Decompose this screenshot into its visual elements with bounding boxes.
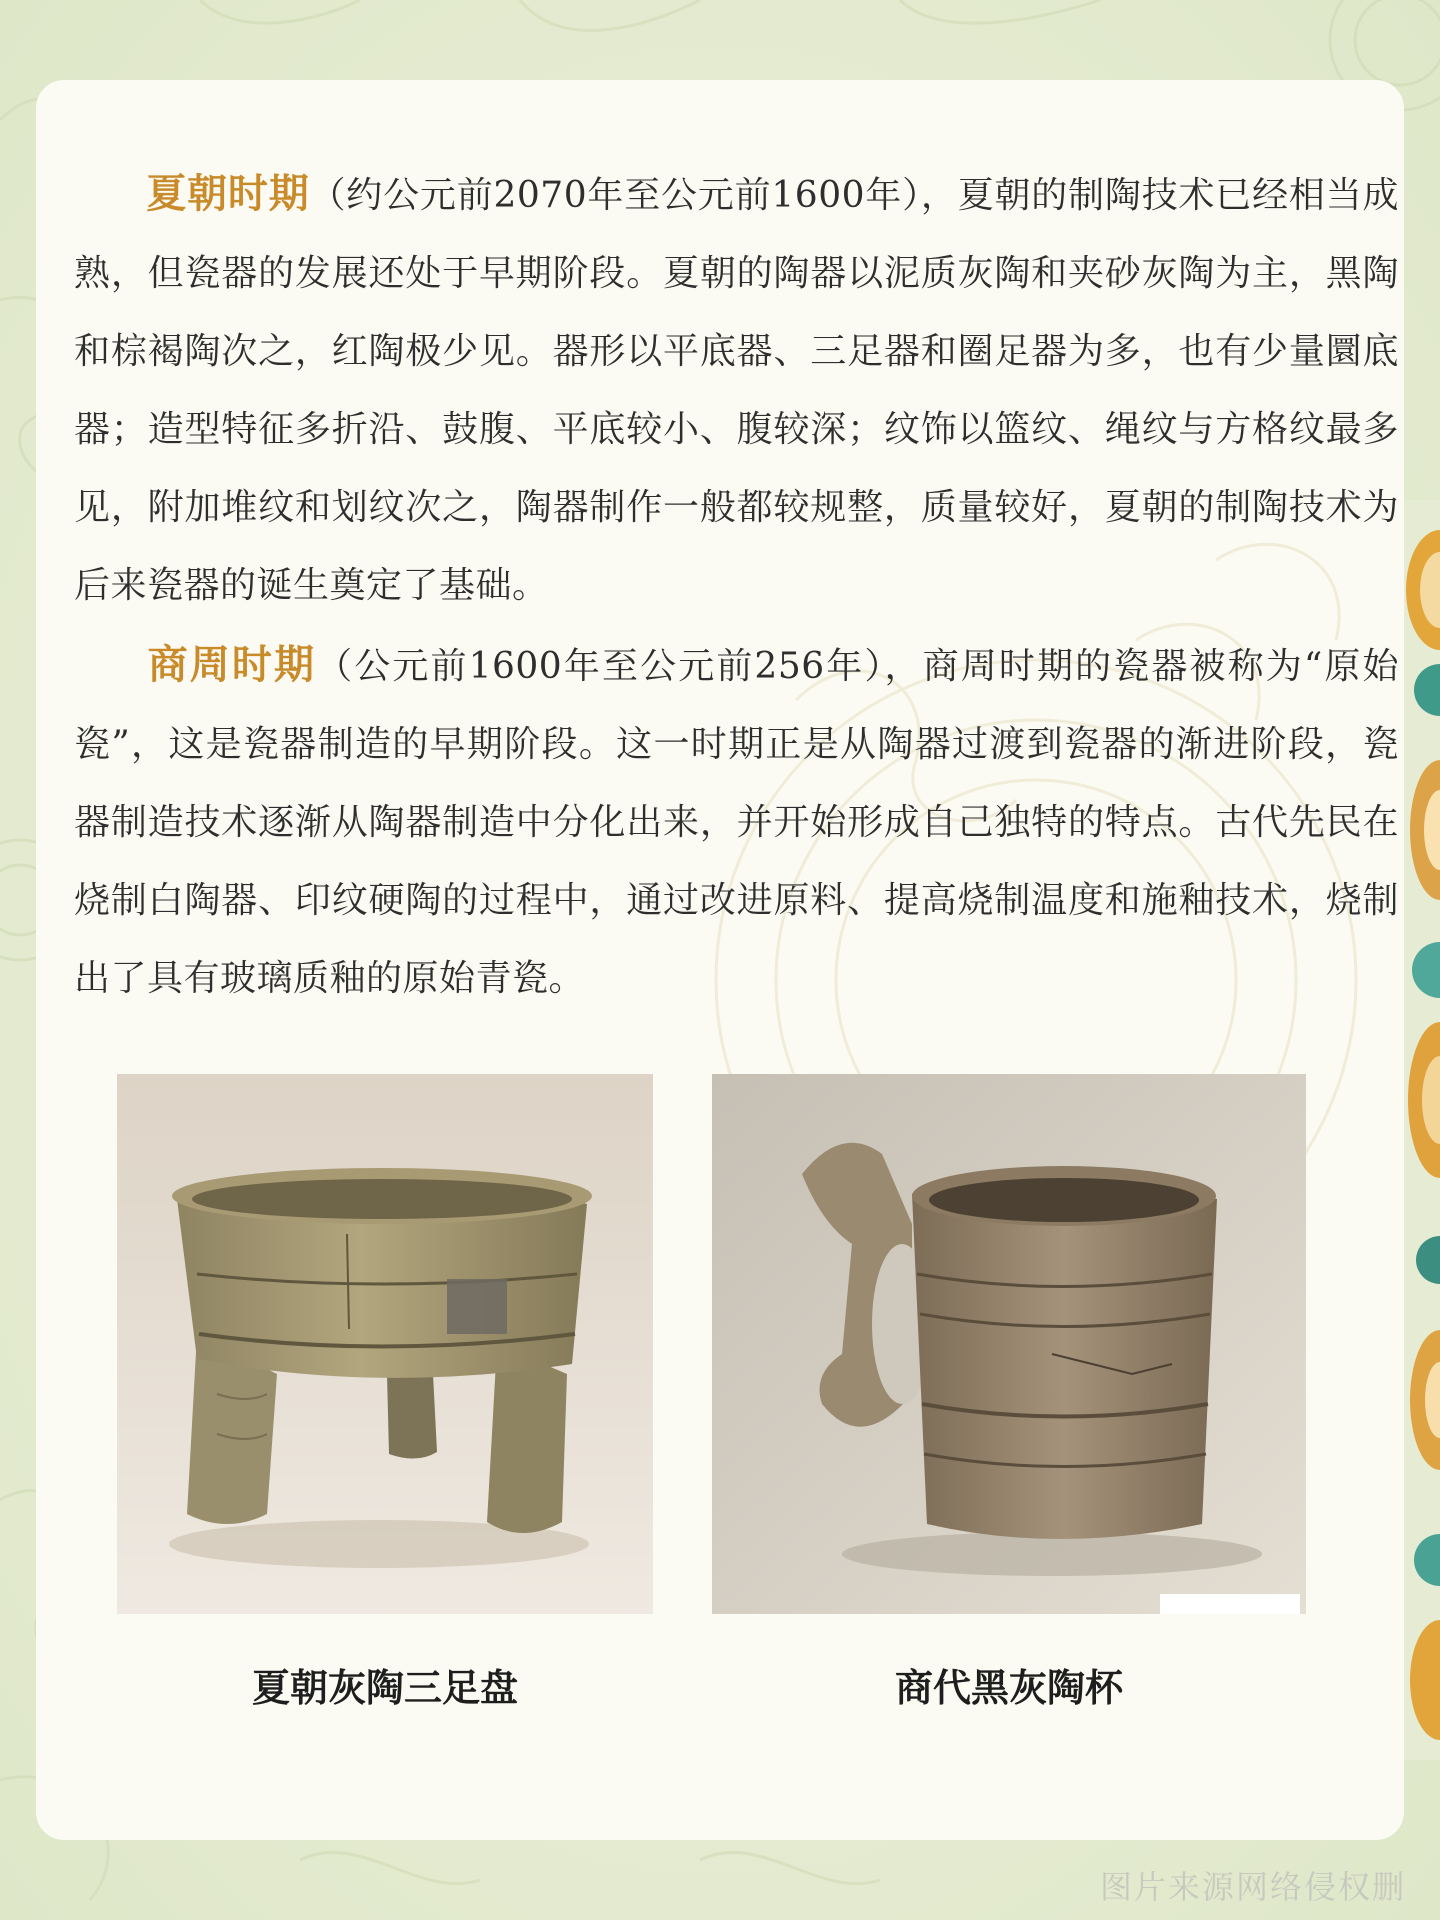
content-card — [36, 80, 1404, 1840]
side-ornament — [1400, 500, 1440, 1760]
xia-dynasty-paragraph — [74, 155, 1399, 625]
xia-dynasty-heading: 夏朝时期 — [146, 170, 310, 217]
shang-cup-photo — [712, 1074, 1306, 1614]
shang-zhou-body: （公元前1600年至公元前256年），商周时期的瓷器被称为“原始瓷”，这是瓷器制造的早期阶段。这一时期正是从陶器过渡到瓷器的渐进阶段，瓷器制造技术逐渐从陶器制造中分化出来，并开始形成自己独特的特点。古代先民在烧制白陶器、印纹硬陶的过程中，通过改进原料、提高烧制温度和施釉技术，烧制出了具有玻璃质釉的原始青瓷。 — [74, 646, 1399, 999]
shang-cup-caption: 商代黑灰陶杯 — [894, 1665, 1123, 1710]
shang-zhou-heading: 商周时期 — [146, 641, 317, 688]
image-source-watermark: 图片来源网络侵权删 — [1099, 1868, 1406, 1906]
xia-tripod-plate-photo — [117, 1074, 653, 1614]
xia-tripod-plate-caption: 夏朝灰陶三足盘 — [251, 1665, 518, 1710]
shang-zhou-paragraph — [74, 626, 1399, 1018]
xia-dynasty-body: （约公元前2070年至公元前1600年），夏朝的制陶技术已经相当成熟，但瓷器的发展还处于早期阶段。夏朝的陶器以泥质灰陶和夹砂灰陶为主，黑陶和棕褐陶次之，红陶极少见。器形以平底器、三足器和圈足器为多，也有少量圜底器；造型特征多折沿、鼓腹、平底较小、腹较深；纹饰以篮纹、绳纹与方格纹最多见，附加堆纹和划纹次之，陶器制作一般都较规整，质量较好，夏朝的制陶技术为后来瓷器的诞生奠定了基础。 — [74, 175, 1399, 606]
